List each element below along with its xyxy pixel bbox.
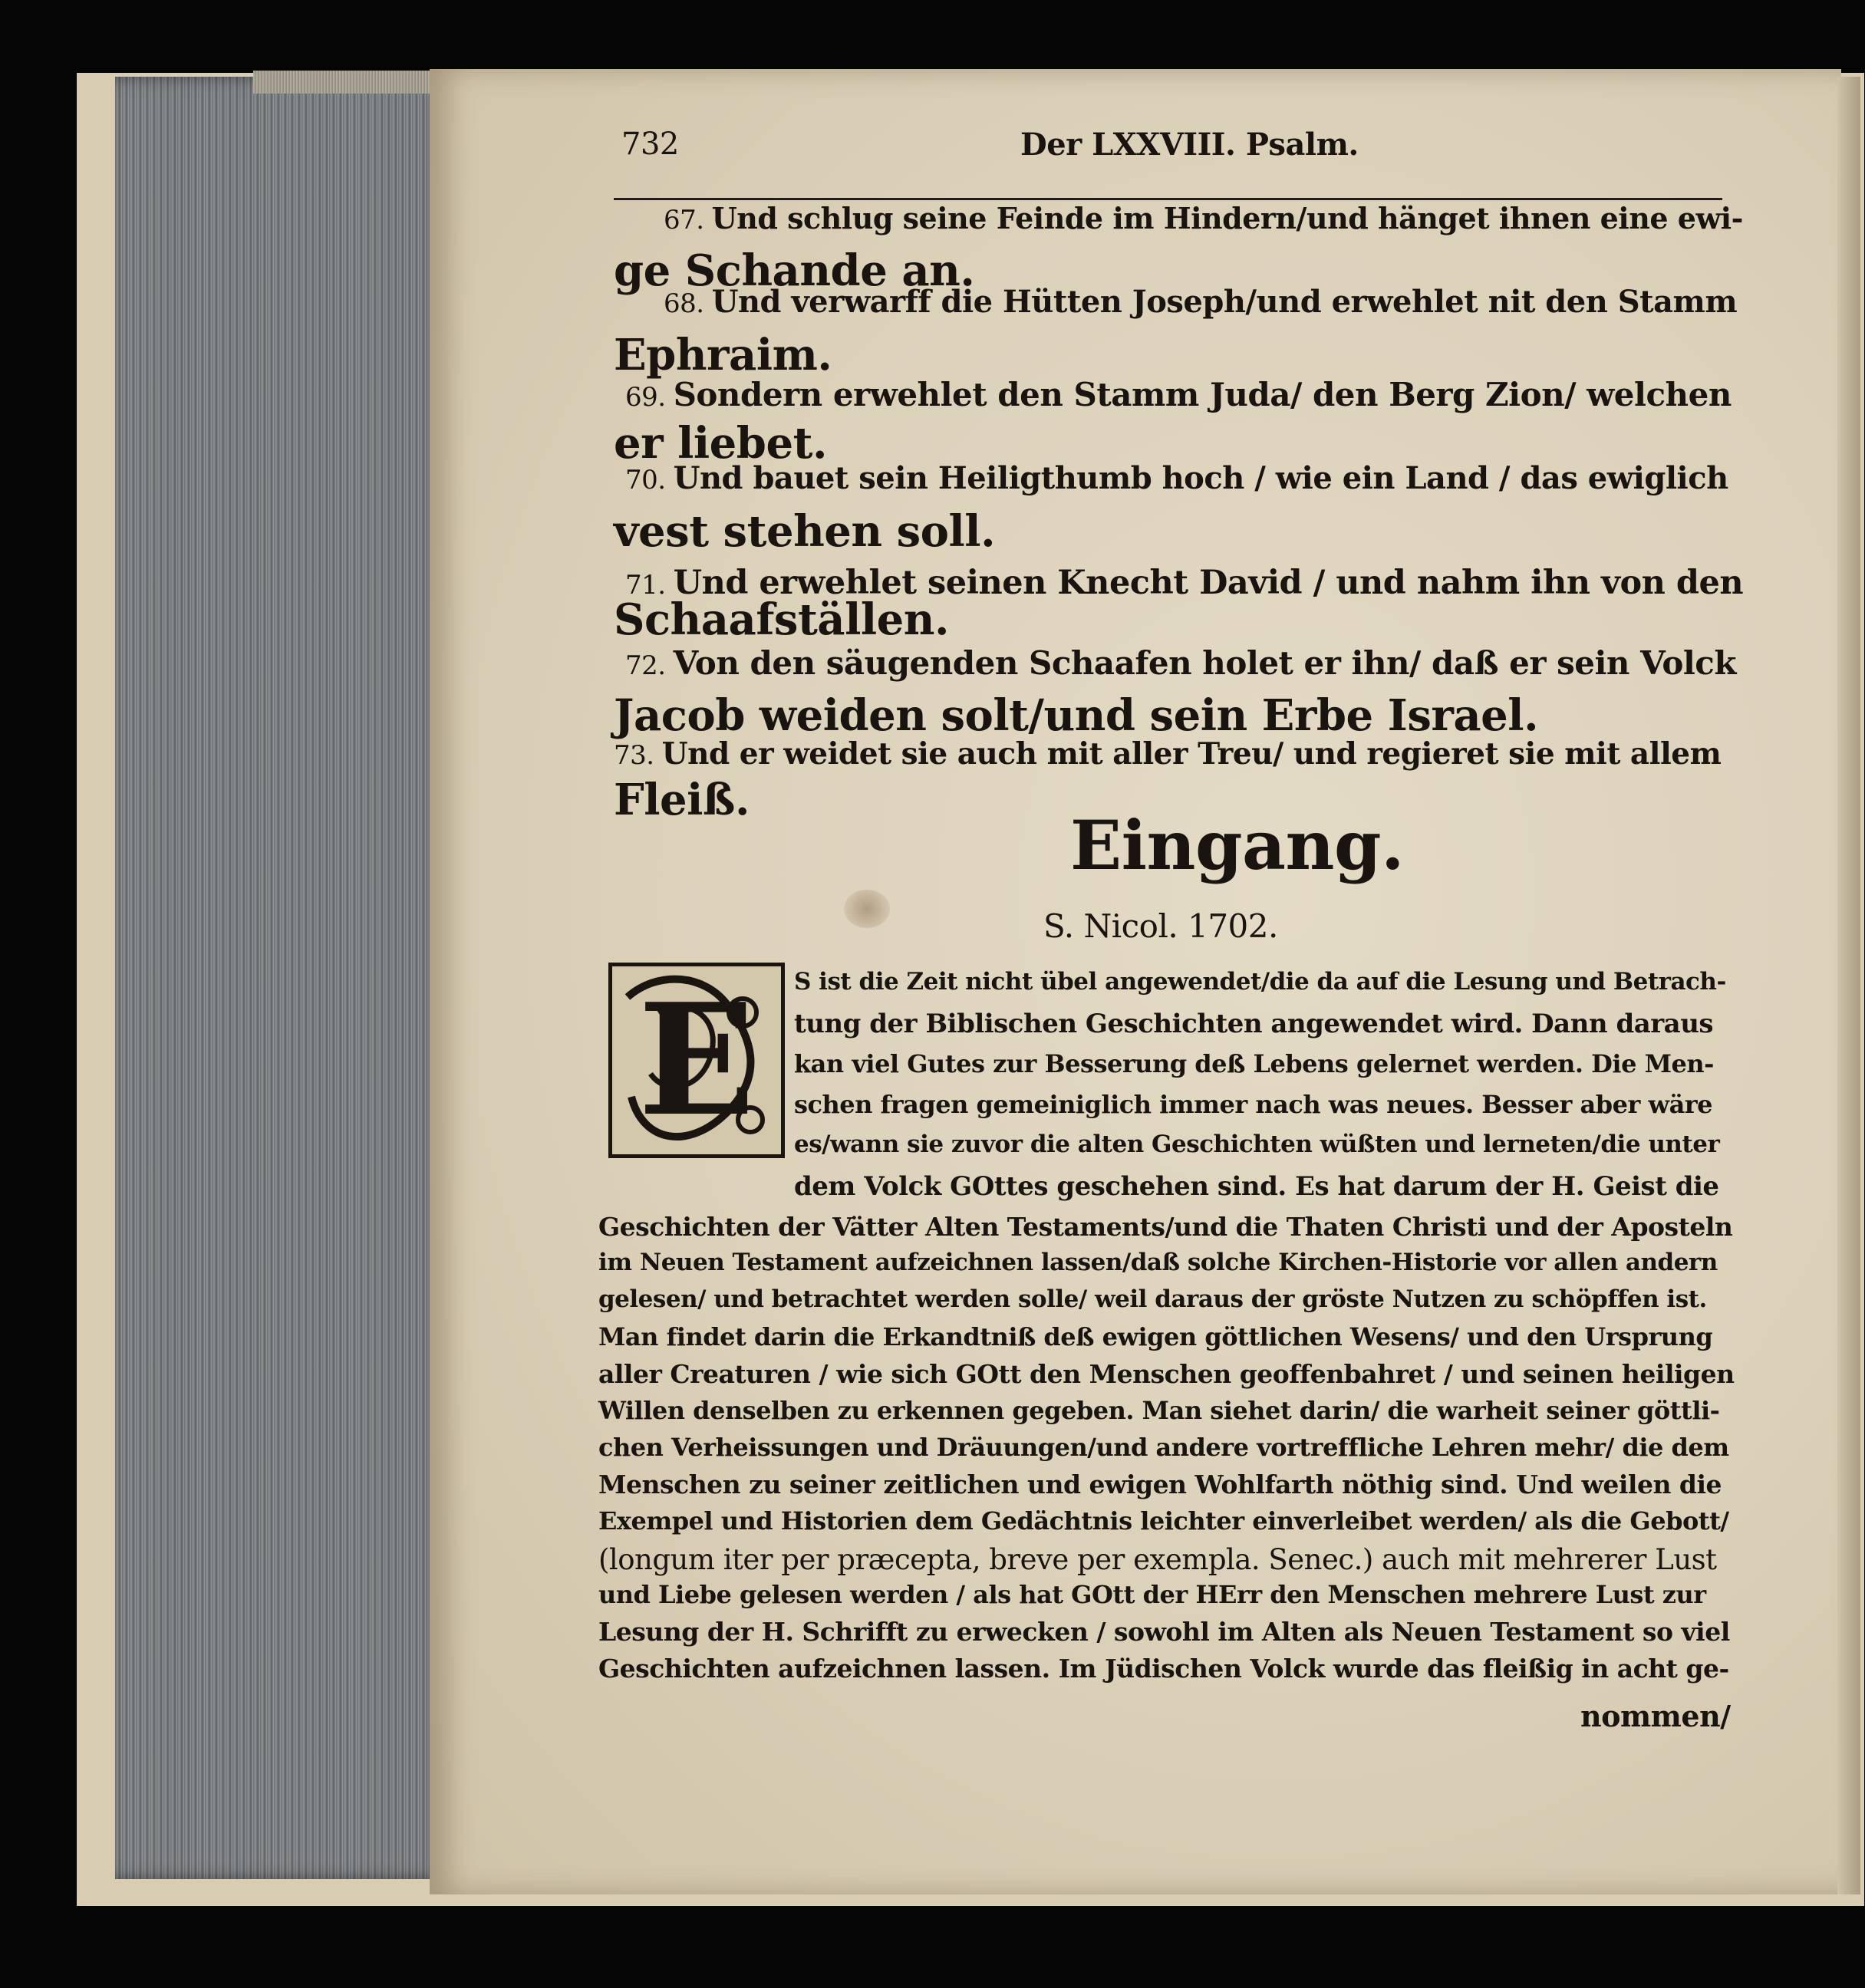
verse-number: 71. [625, 570, 666, 601]
verse-73-line-1: 73. Und er weidet sie auch mit aller Treu/ und regieret sie mit allem [614, 736, 1722, 772]
verse-67-line-2: ge Schande an. [614, 245, 975, 296]
verse-70-line-1: 70. Und bauet sein Heiligthumb hoch / wie ein Land / das ewiglich [625, 460, 1728, 496]
ornamental-drop-cap [608, 963, 785, 1158]
verse-71-line-2: Schaafställen. [614, 594, 949, 645]
body-line-3: kan viel Gutes zur Besserung deß Lebens gelernet werden. Die Men- [794, 1049, 1714, 1078]
body-line-12: Willen denselben zu erkennen gegeben. Man siehet darin/ die warheit seiner göttli- [598, 1396, 1720, 1425]
body-line-1: S ist die Zeit nicht übel angewendet/die da auf die Lesung und Betrach- [794, 968, 1726, 996]
book-gutter [1837, 77, 1860, 1894]
page-edges-top [253, 71, 445, 94]
verse-number: 70. [625, 465, 666, 495]
verse-71-line-1: 71. Und erwehlet seinen Knecht David / und nahm ihn von den [625, 564, 1744, 602]
body-line-16-latin: (longum iter per præcepta, breve per exempla. Senec.) auch mit mehrerer Lust [598, 1543, 1717, 1576]
stain-mark [844, 890, 890, 928]
body-line-15: Exempel und Historien dem Gedächtnis leichter einverleibet werden/ als die Gebott/ [598, 1506, 1729, 1535]
body-line-11: aller Creaturen / wie sich GOtt den Menschen geoffenbahret / und seinen heiligen [598, 1359, 1735, 1389]
verse-67-line-1: 67. Und schlug seine Feinde im Hindern/und hänget ihnen eine ewi- [664, 201, 1743, 235]
verse-number: 67. [664, 205, 704, 235]
verse-70-line-2: vest stehen soll. [614, 506, 996, 557]
body-line-6: dem Volck GOttes geschehen sind. Es hat darum der H. Geist die [794, 1171, 1719, 1202]
page-edges [115, 77, 445, 1879]
body-line-14: Menschen zu seiner zeitlichen und ewigen Wohlfarth nöthig sind. Und weilen die [598, 1470, 1722, 1499]
page-number: 732 [621, 127, 679, 162]
verse-number: 68. [664, 288, 704, 319]
body-line-4: schen fragen gemeiniglich immer nach was neues. Besser aber wäre [794, 1090, 1713, 1119]
verse-72-line-2: Jacob weiden solt/und sein Erbe Israel. [614, 690, 1539, 741]
drop-cap-letter: E [638, 969, 756, 1150]
body-line-17: und Liebe gelesen werden / als hat GOtt der HErr den Menschen mehrere Lust zur [598, 1580, 1706, 1609]
running-title: Der LXXVIII. Psalm. [1020, 127, 1359, 163]
verse-number: 69. [625, 382, 666, 413]
section-subheading: S. Nicol. 1702. [1043, 907, 1278, 945]
body-line-8: im Neuen Testament aufzeichnen lassen/daß solche Kirchen-Historie vor allen andern [598, 1249, 1718, 1276]
body-line-10: Man findet darin die Erkandtniß deß ewigen göttlichen Wesens/ und den Ursprung [598, 1322, 1713, 1351]
header-rule [614, 198, 1722, 200]
drop-cap-ornament [612, 966, 781, 1154]
verse-72-line-1: 72. Von den säugenden Schaafen holet er ihn/ daß er sein Volck [625, 644, 1736, 682]
body-line-9: gelesen/ und betrachtet werden solle/ weil daraus der gröste Nutzen zu schöpffen ist. [598, 1285, 1707, 1313]
section-heading: Eingang. [1070, 805, 1405, 885]
verse-68-line-1: 68. Und verwarff die Hütten Joseph/und erwehlet nit den Stamm [664, 284, 1738, 320]
body-line-7: Geschichten der Vätter Alten Testaments/und die Thaten Christi und der Aposteln [598, 1212, 1733, 1242]
catchword: nommen/ [1580, 1699, 1731, 1733]
verse-73-line-2: Fleiß. [614, 775, 750, 825]
verse-69-line-2: er liebet. [614, 418, 827, 469]
verse-68-line-2: Ephraim. [614, 330, 832, 380]
body-line-5: es/wann sie zuvor die alten Geschichten wüßten und lerneten/die unter [794, 1131, 1720, 1158]
body-line-13: chen Verheissungen und Dräuungen/und andere vortreffliche Lehren mehr/ die dem [598, 1433, 1729, 1462]
body-line-19: Geschichten aufzeichnen lassen. Im Jüdischen Volck wurde das fleißig in acht ge- [598, 1654, 1729, 1684]
body-line-18: Lesung der H. Schrifft zu erwecken / sowohl im Alten als Neuen Testament so viel [598, 1617, 1730, 1647]
body-line-2: tung der Biblischen Geschichten angewendet wird. Dann daraus [794, 1009, 1714, 1039]
verse-number: 72. [625, 650, 666, 681]
verse-69-line-1: 69. Sondern erwehlet den Stamm Juda/ den Berg Zion/ welchen [625, 376, 1732, 413]
verse-number: 73. [614, 740, 654, 771]
